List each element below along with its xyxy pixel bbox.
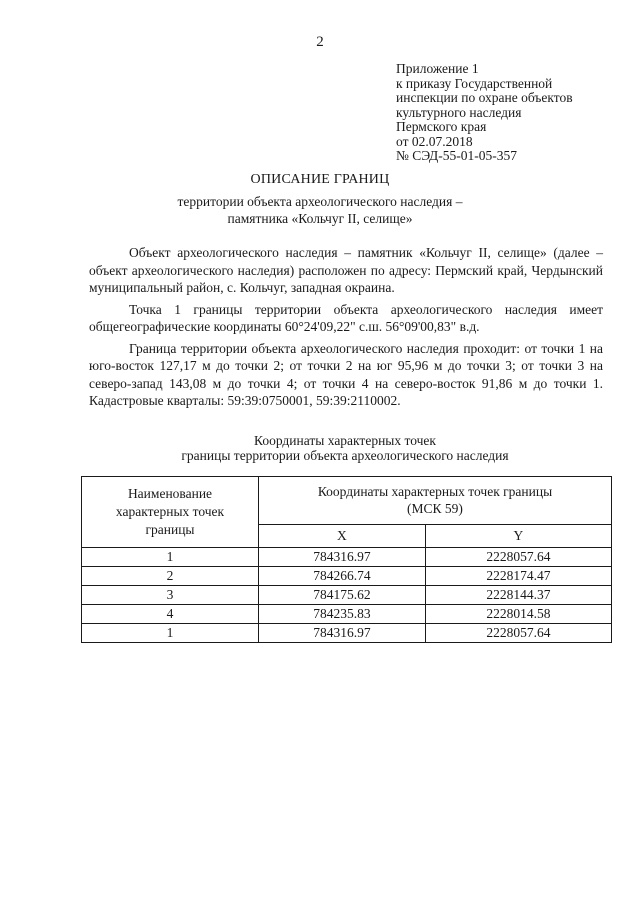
header-point-name-line: характерных точек [115,504,225,519]
table-row [82,548,612,567]
cell-point: 4 [82,605,259,624]
cell-x: 784316.97 [259,624,426,643]
appendix-line: к приказу Государственной [396,75,553,91]
subtitle-line: памятника «Кольчуг II, селище» [227,211,413,226]
table-row [82,624,612,643]
table-caption-line: границы территории объекта археологического наследия [181,448,509,463]
document-subtitle [0,193,640,227]
table-caption-line: Координаты характерных точек [254,433,436,448]
appendix-block [396,62,573,164]
header-coordinates-line: Координаты характерных точек границы [317,484,553,500]
body-text [89,244,603,414]
cell-x: 784235.83 [259,605,426,624]
coordinates-table [81,476,612,643]
table-caption [0,433,640,463]
appendix-line: от 02.07.2018 [396,133,473,149]
cell-x: 784316.97 [259,548,426,567]
paragraph-point-coordinates: Точка 1 границы территории объекта археологического наследия имеет общегеографические координаты 60°24'09,22" с.ш. 56°09'00,83" в.д. [89,301,603,334]
cell-x: 784266.74 [259,567,426,586]
appendix-line: № СЭД-55-01-05-357 [396,148,517,163]
header-y: Y [425,524,611,547]
header-x: X [259,524,426,547]
header-point-name-line: Наименование [127,486,213,501]
cell-point: 3 [82,586,259,605]
cell-y: 2228014.58 [425,605,611,624]
header-coordinates [259,477,612,525]
header-point-name [82,477,259,548]
cell-point: 1 [82,548,259,567]
cell-point: 1 [82,624,259,643]
appendix-line: инспекции по охране объектов [396,90,573,105]
table-row [82,567,612,586]
document-title: ОПИСАНИЕ ГРАНИЦ [250,172,390,187]
cell-x: 784175.62 [259,586,426,605]
paragraph-boundary-description: Граница территории объекта археологического наследия проходит: от точки 1 на юго-восток 127,17 м до точки 2; от точки 2 на юг 95,96 м до точки 3; от точки 3 на северо-запад 143,08 м до точки 4; от точки 4 на северо-восток 91,86 м до точки 1. Кадастровые кварталы: 59:39:0750001, 59:39:2110002. [89,340,603,408]
header-coordinates-line: (МСК 59) [407,501,463,517]
cell-y: 2228057.64 [425,548,611,567]
cell-y: 2228174.47 [425,567,611,586]
table-row [82,605,612,624]
header-point-name-line: границы [145,522,195,537]
appendix-line: Пермского края [396,119,487,134]
table-row [82,586,612,605]
paragraph-object-address: Объект археологического наследия – памятник «Кольчуг II, селище» (далее – объект археологического наследия) расположен по адресу: Пермский край, Чердынский муниципальный район, с. Кольчуг, западная окраина. [89,245,603,295]
appendix-line: культурного наследия [396,104,522,120]
cell-y: 2228057.64 [425,624,611,643]
cell-y: 2228144.37 [425,586,611,605]
subtitle-line: территории объекта археологического наследия – [177,194,463,209]
appendix-line: Приложение 1 [396,61,479,76]
cell-point: 2 [82,567,259,586]
page-number: 2 [316,34,324,50]
